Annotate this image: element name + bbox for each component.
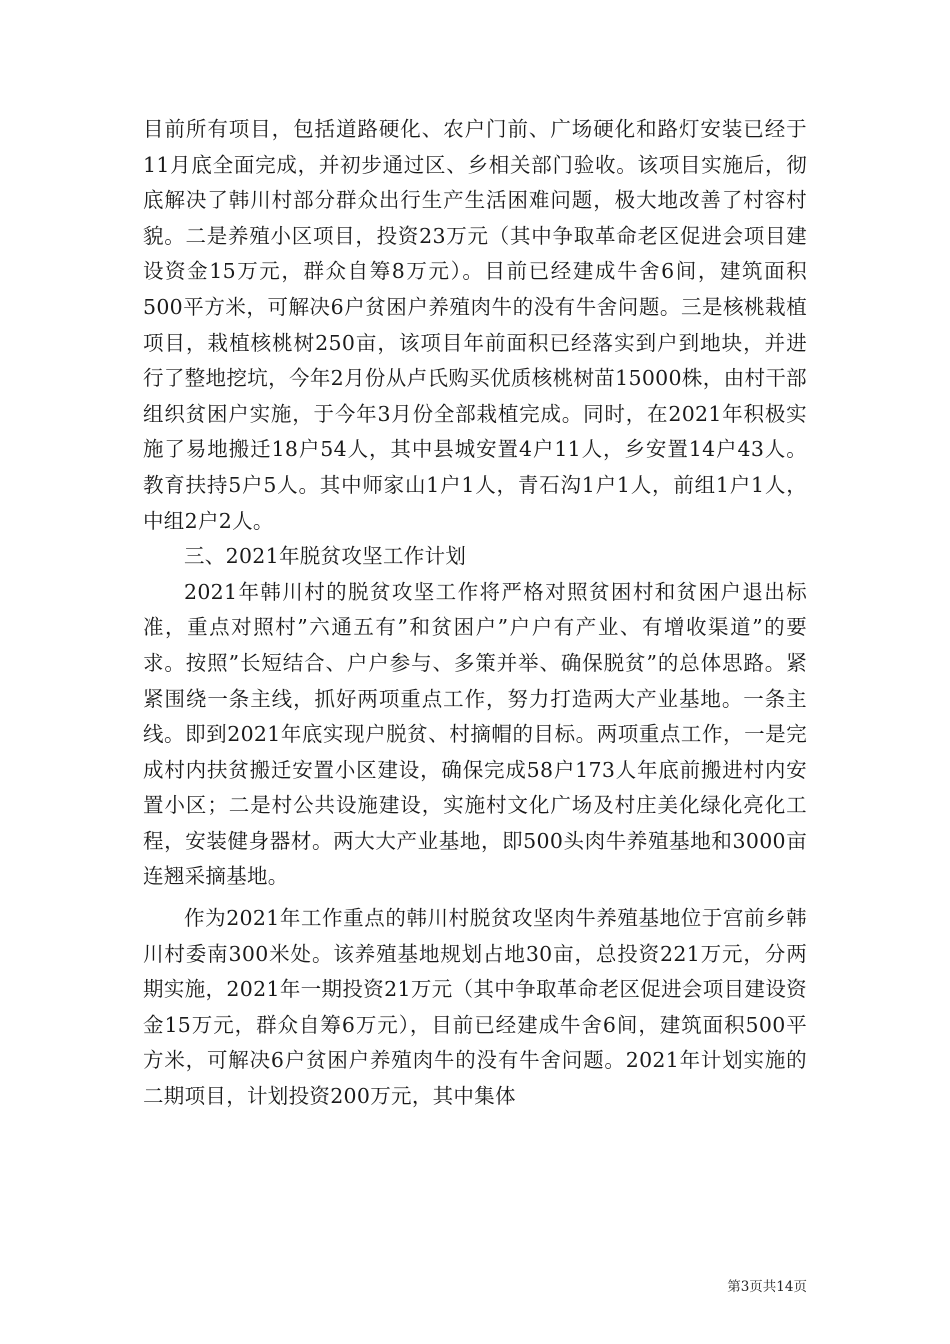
body-text: [143, 112, 807, 1115]
paragraph-plan-overview: 2021年韩川村的脱贫攻坚工作将严格对照贫困村和贫困户退出标准，重点对照村”六通五有”和贫困户”户户有产业、有增收渠道”的要求。按照”长短结合、户户参与、多策并举、确保脱贫”的总体思路。紧紧围绕一条主线，抓好两项重点工作，努力打造两大产业基地。一条主线。即到2021年底实现户脱贫、村摘帽的目标。两项重点工作，一是完成村内扶贫搬迁安置小区建设，确保完成58户173人年底前搬进村内安置小区；二是村公共设施建设，实施村文化广场及村庄美化绿化亮化工程，安装健身器材。两大大产业基地，即500头肉牛养殖基地和3000亩连翘采摘基地。: [143, 579, 807, 889]
paragraph-project-progress: 目前所有项目，包括道路硬化、农户门前、广场硬化和路灯安装已经于11月底全面完成，并初步通过区、乡相关部门验收。该项目实施后，彻底解决了韩川村部分群众出行生产生活困难问题，极大地改善了村容村貌。二是养殖小区项目，投资23万元（其中争取革命老区促进会项目建设资金15万元，群众自筹8万元）。目前已经建成牛舍6间，建筑面积500平方米，可解决6户贫困户养殖肉牛的没有牛舍问题。三是核桃栽植项目，栽植核桃树250亩，该项目年前面积已经落实到户到地块，并进行了整地挖坑，今年2月份从卢氏购买优质核桃树苗15000株，由村干部组织贫困户实施，于今年3月份全部栽植完成。同时，在2021年积极实施了易地搬迁18户54人，其中县城安置4户11人，乡安置14户43人。教育扶持5户5人。其中师家山1户1人，青石沟1户1人，前组1户1人，中组2户2人。: [143, 117, 807, 533]
section-heading-2021-plan: 三、2021年脱贫攻坚工作计划: [184, 544, 467, 569]
paragraph-cattle-base: 作为2021年工作重点的韩川村脱贫攻坚肉牛养殖基地位于宫前乡韩川村委南300米处。该养殖基地规划占地30亩，总投资221万元，分两期实施，2021年一期投资21万元（其中争取革命老区促进会项目建设资金15万元，群众自筹6万元），目前已经建成牛舍6间，建筑面积500平方米，可解决6户贫困户养殖肉牛的没有牛舍问题。2021年计划实施的二期项目，计划投资200万元，其中集体: [143, 906, 807, 1109]
page-number-footer: 第3页共14页: [727, 1279, 807, 1295]
